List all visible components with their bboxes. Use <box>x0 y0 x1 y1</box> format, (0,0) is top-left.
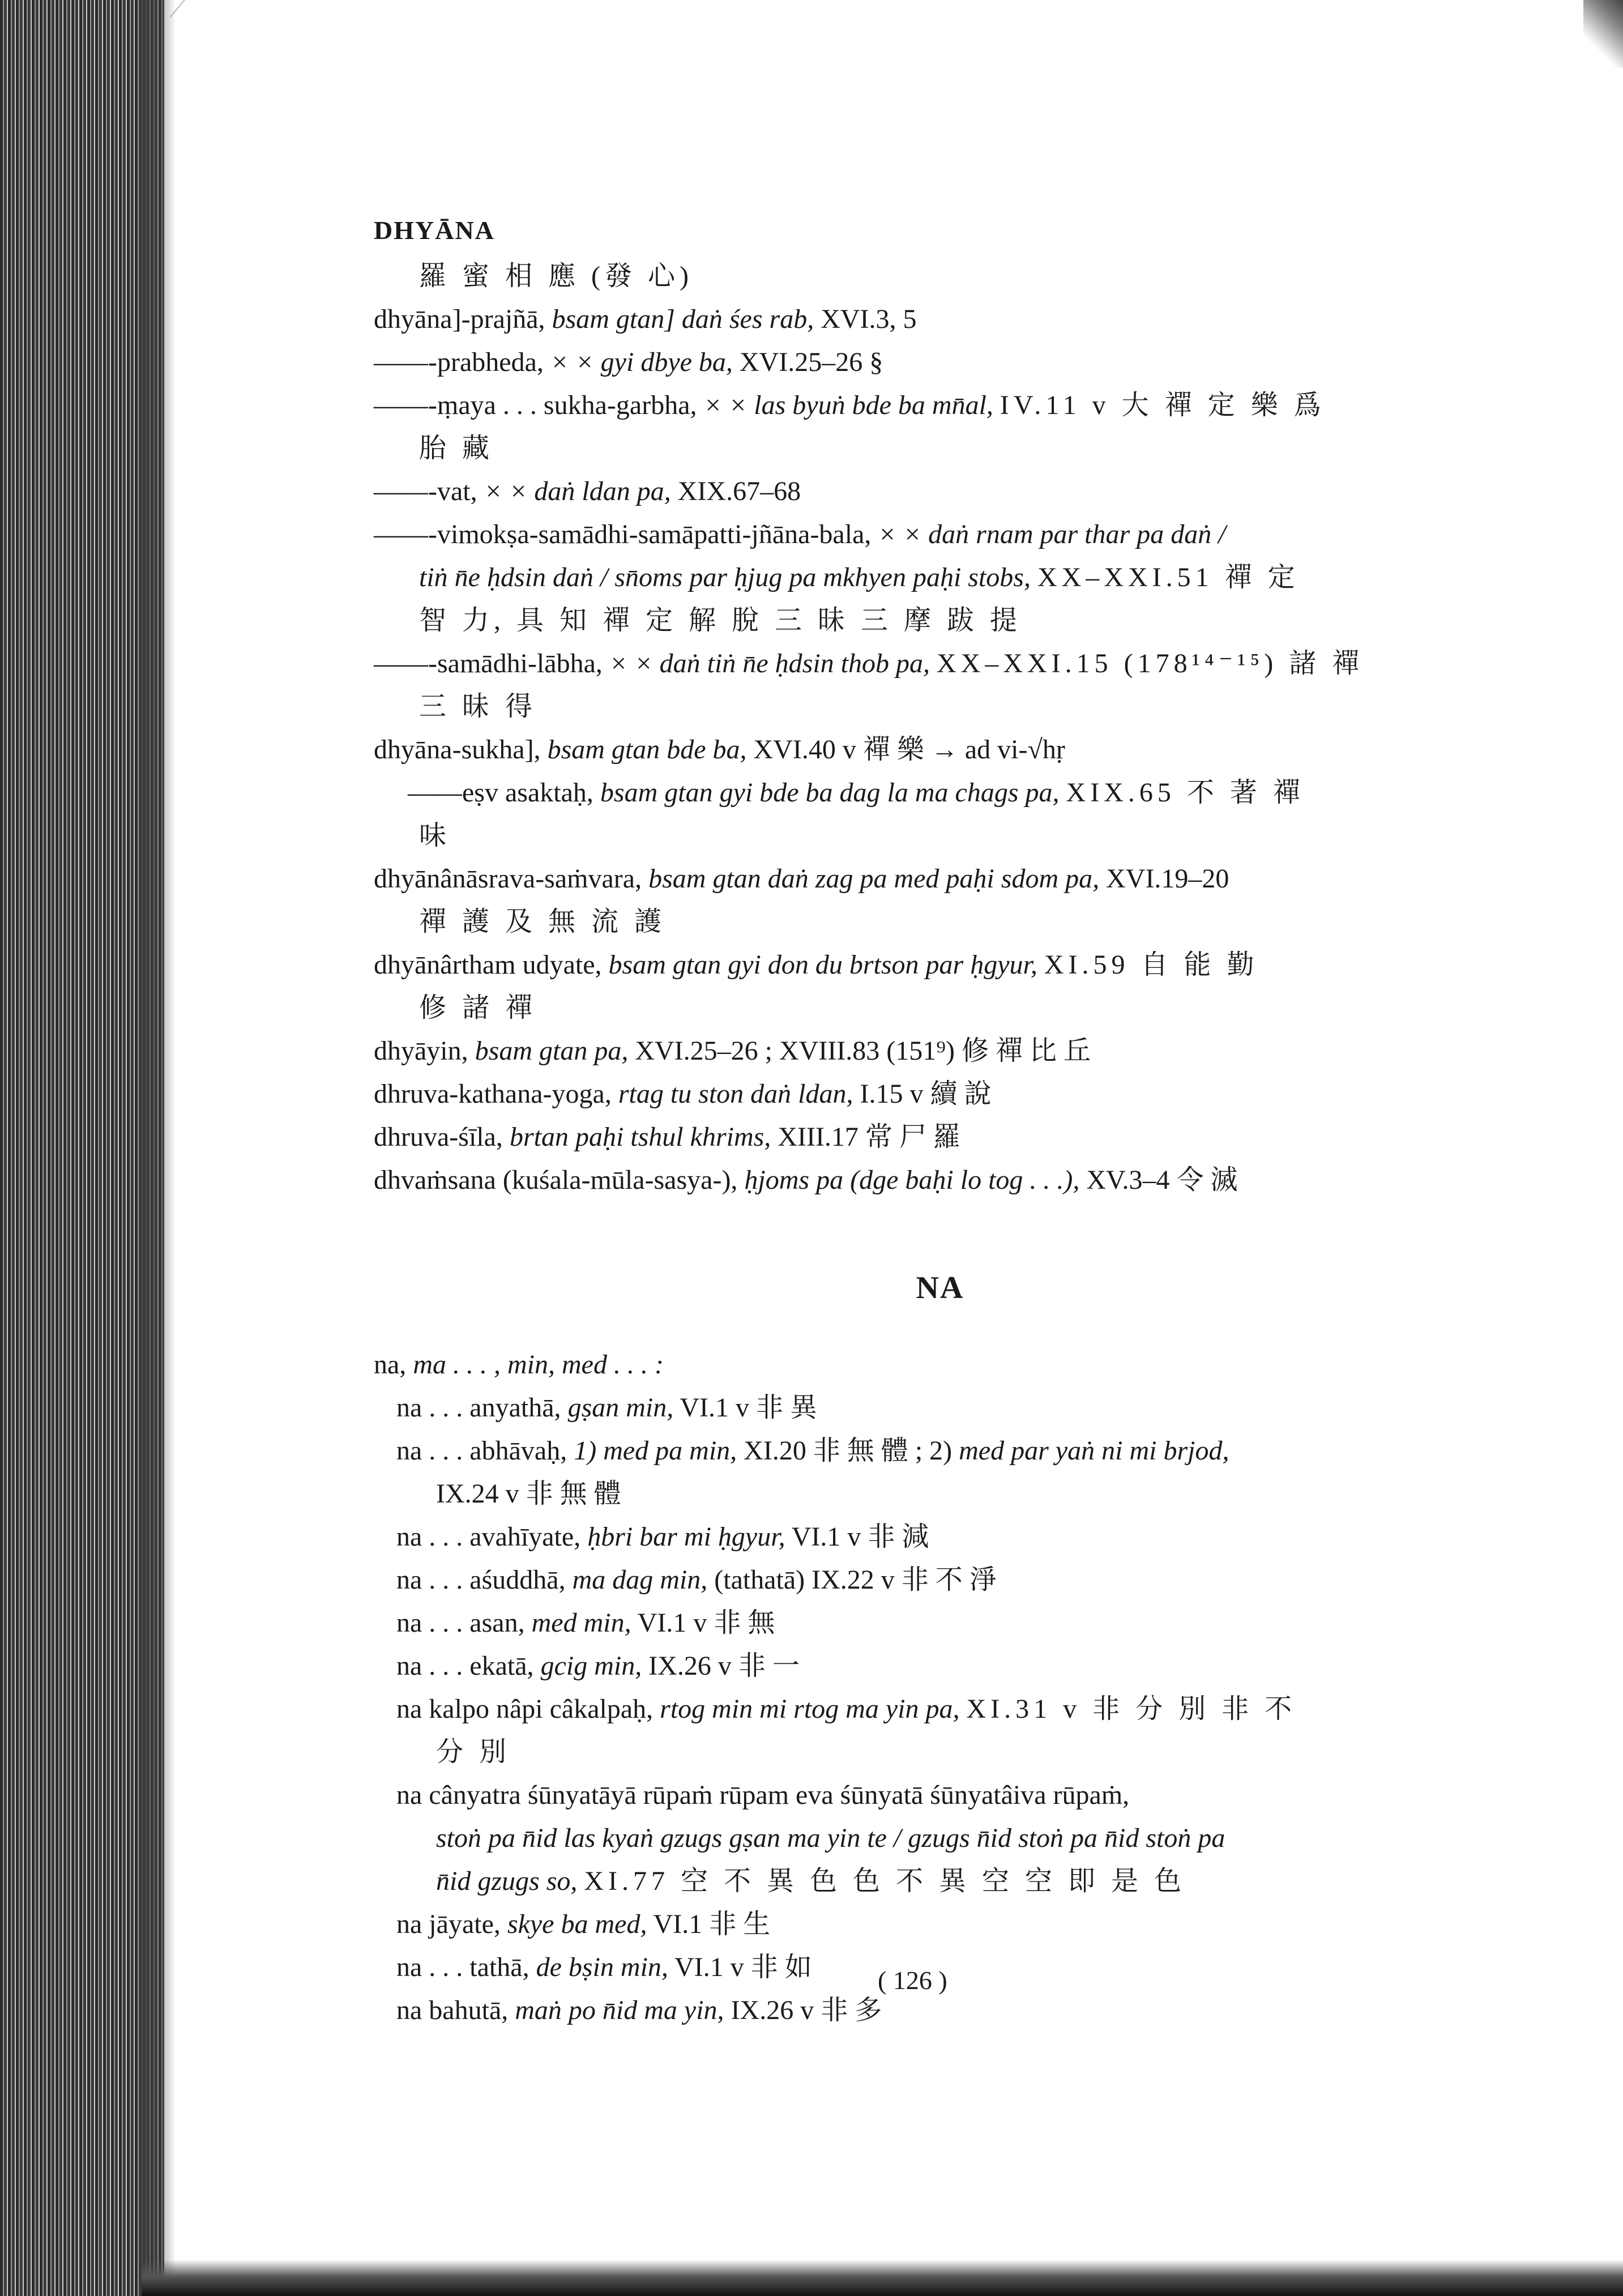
section-heading-na: NA <box>916 1270 964 1305</box>
list-item: ――-ṃaya . . . sukha-garbha, × × las byuṅ bde ba mn̄al, IV.11 v 大 禪 定 樂 爲 <box>374 390 1326 420</box>
corner-mark-line <box>170 0 229 18</box>
list-item: na . . . anyathā, gṣan min, VI.1 v 非 異 <box>396 1393 818 1423</box>
section-heading-dhyana: DHYĀNA <box>374 216 495 245</box>
list-item: ――eṣv asaktaḥ, bsam gtan gyi bde ba dag la ma chags pa, XIX.65 不 著 禪 <box>408 778 1305 808</box>
list-item: na cânyatra śūnyatāyā rūpaṁ rūpam eva śūnyatā śūnyatâiva rūpaṁ, <box>396 1780 1130 1810</box>
list-item: dhyāyin, bsam gtan pa, XVI.25–26 ; XVIII.83 (151⁹) 修 禪 比 丘 <box>374 1036 1091 1066</box>
dictionary-page-content <box>374 215 1484 2032</box>
list-item: na . . . avahīyate, ḥbri bar mi ḥgyur, VI.1 v 非 減 <box>396 1522 929 1552</box>
list-item: 三 昧 得 <box>419 692 537 722</box>
bottom-page-edge <box>142 2260 1623 2296</box>
list-item: dhyānârtham udyate, bsam gtan gyi don du brtson par ḥgyur, XI.59 自 能 勤 <box>374 950 1259 980</box>
list-item: ――-prabheda, × × gyi dbye ba, XVI.25–26 § <box>374 347 883 377</box>
list-item: ――-vimokṣa-samādhi-samāpatti-jñāna-bala, × × daṅ rnam par thar pa daṅ / <box>374 519 1226 549</box>
list-item: na, ma . . . , min, med . . . : <box>374 1350 664 1380</box>
list-item: na . . . ekatā, gcig min, IX.26 v 非 一 <box>396 1651 800 1681</box>
list-item: 修 諸 禪 <box>419 993 537 1023</box>
book-page-edges <box>0 0 164 2296</box>
list-item: IX.24 v 非 無 體 <box>436 1479 621 1509</box>
page-corner-shadow <box>1583 0 1623 68</box>
list-item: dhyāna-sukha], bsam gtan bde ba, XVI.40 v 禪 樂 → ad vi-√hṛ <box>374 735 1065 765</box>
list-item: n̄id gzugs so, XI.77 空 不 異 色 色 不 異 空 空 即 是 色 <box>436 1866 1186 1896</box>
list-item: dhruva-kathana-yoga, rtag tu ston daṅ ldan, I.15 v 續 說 <box>374 1079 992 1109</box>
list-item: 禪 護 及 無 流 護 <box>419 907 667 937</box>
list-item: na . . . asan, med min, VI.1 v 非 無 <box>396 1608 775 1638</box>
list-item: 智 力, 具 知 禪 定 解 脫 三 昧 三 摩 跋 提 <box>419 605 1022 635</box>
list-item: na . . . tathā, de bṣin min, VI.1 v 非 如 <box>396 1952 812 1982</box>
list-item: dhruva-śīla, brtan paḥi tshul khrims, XIII.17 常 尸 羅 <box>374 1122 960 1152</box>
list-item: 分 別 <box>436 1737 511 1767</box>
list-item: ――-samādhi-lābha, × × daṅ tiṅ n̄e ḥdsin thob pa, XX–XXI.15 (178¹⁴⁻¹⁵) 諸 禪 <box>374 648 1364 678</box>
list-item: na bahutā, maṅ po n̄id ma yin, IX.26 v 非 多 <box>396 1995 882 2025</box>
list-item: dhyāna]-prajñā, bsam gtan] daṅ śes rab, XVI.3, 5 <box>374 304 917 334</box>
list-item: na . . . abhāvaḥ, 1) med pa min, XI.20 非 無 體 ; 2) med par yaṅ ni mi brjod, <box>396 1436 1229 1466</box>
list-item: 胎 藏 <box>419 433 494 463</box>
list-item: na . . . aśuddhā, ma dag min, (tathatā) IX.22 v 非 不 淨 <box>396 1565 997 1595</box>
list-item: na jāyate, skye ba med, VI.1 非 生 <box>396 1909 771 1939</box>
list-item: ――-vat, × × daṅ ldan pa, XIX.67–68 <box>374 476 801 506</box>
list-item: na kalpo nâpi câkalpaḥ, rtog min mi rtog ma yin pa, XI.31 v 非 分 別 非 不 <box>396 1694 1297 1724</box>
spine-gradient <box>142 0 176 2296</box>
dhyana-entry-list <box>374 255 1484 1202</box>
na-entry-list <box>374 1343 1484 2032</box>
list-item: dhyānânāsrava-saṁvara, bsam gtan daṅ zag pa med paḥi sdom pa, XVI.19–20 <box>374 864 1229 894</box>
list-item: dhvaṁsana (kuśala-mūla-sasya-), ḥjoms pa (dge baḥi lo tog . . .), XV.3–4 令 滅 <box>374 1165 1238 1195</box>
list-item: 味 <box>419 821 451 851</box>
list-item: 羅 蜜 相 應 (發 心) <box>419 261 693 291</box>
page-number: ( 126 ) <box>878 1966 947 1995</box>
list-item: stoṅ pa n̄id las kyaṅ gzugs gṣan ma yin te / gzugs n̄id stoṅ pa n̄id stoṅ pa <box>436 1823 1225 1853</box>
list-item: tiṅ n̄e ḥdsin daṅ / sn̄oms par ḥjug pa mkhyen paḥi stobs, XX–XXI.51 禪 定 <box>419 562 1300 592</box>
